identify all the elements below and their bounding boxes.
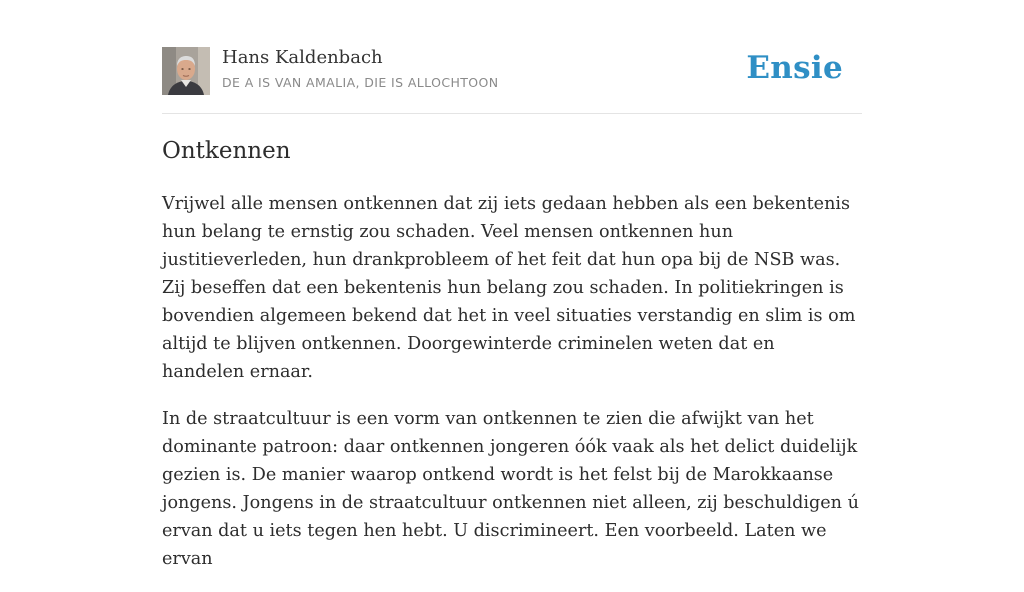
article-paragraph: In de straatcultuur is een vorm van ontkennen te zien die afwijkt van het dominante patroon: daar ontkennen jongeren óók vaak als het delict duidelijk gezien is. De manier waarop ontkend wordt is het felst bij de Marokkaanse jongens. Jongens in de straatcultuur ontkennen niet alleen, zij beschuldigen ú ervan dat u iets tegen hen hebt. U discrimineert. Een voorbeeld. Laten we ervan bbox=[162, 409, 859, 569]
article-header bbox=[162, 46, 862, 96]
article-paragraph: Vrijwel alle mensen ontkennen dat zij iets gedaan hebben als een bekentenis hun belang te ernstig zou schaden. Veel mensen ontkennen hun justitieverleden, hun drankprobleem of het feit dat hun opa bij de NSB was. Zij beseffen dat een bekentenis hun belang zou schaden. In politiekringen is bovendien algemeen bekend dat het in veel situaties verstandig en slim is om altijd te blijven ontkennen. Doorgewinterde criminelen weten dat en handelen ernaar. bbox=[162, 194, 856, 382]
author-portrait-icon bbox=[162, 47, 210, 95]
ensie-logo[interactable]: Ensie bbox=[746, 50, 843, 86]
author-subtitle: DE A IS VAN AMALIA, DIE IS ALLOCHTOON bbox=[222, 75, 499, 90]
article-title: Ontkennen bbox=[162, 138, 291, 164]
author-name[interactable]: Hans Kaldenbach bbox=[222, 47, 383, 68]
header-divider bbox=[162, 113, 862, 114]
author-avatar[interactable] bbox=[162, 47, 210, 95]
article-body bbox=[162, 190, 862, 592]
